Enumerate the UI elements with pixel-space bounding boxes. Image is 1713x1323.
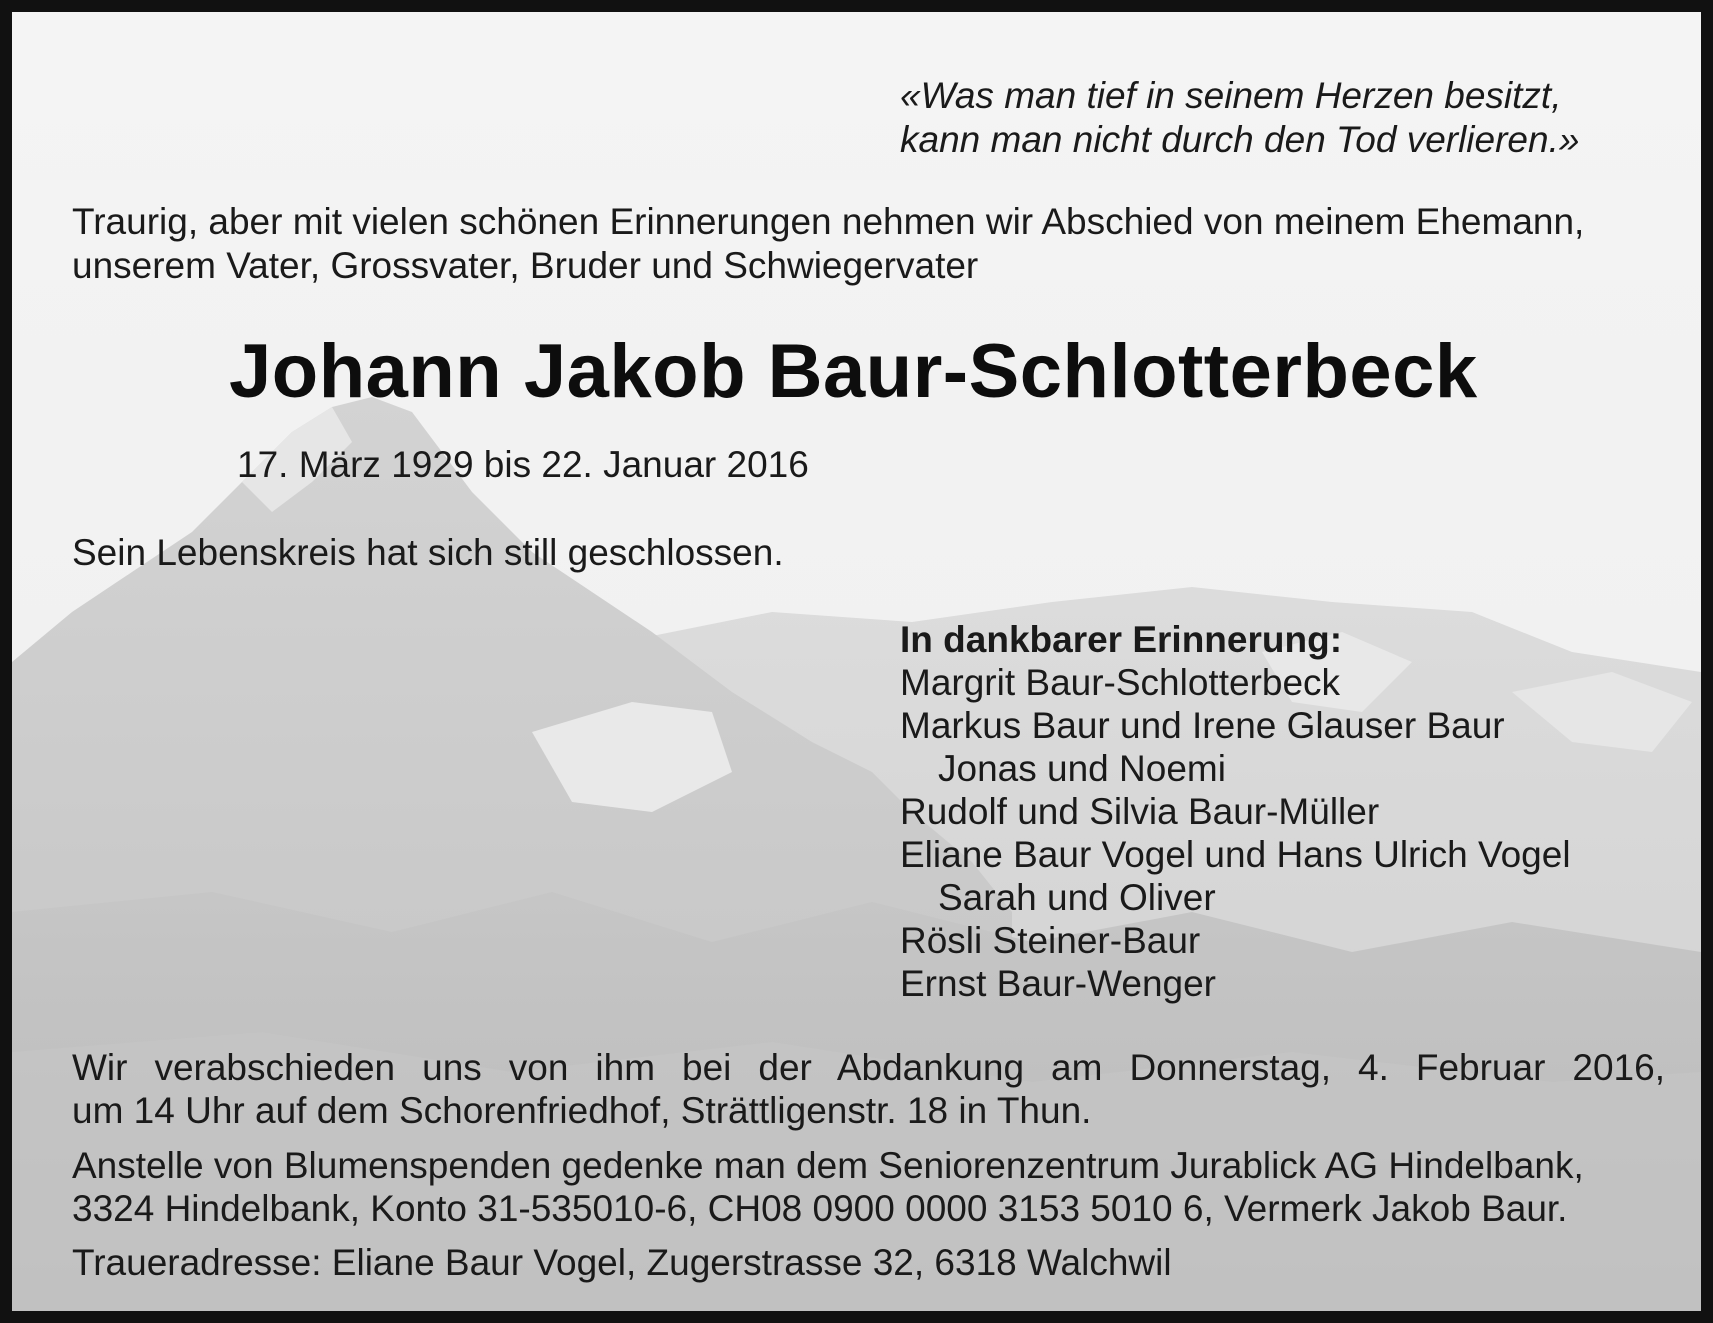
- life-dates: 17. März 1929 bis 22. Januar 2016: [237, 444, 809, 485]
- deceased-name: Johann Jakob Baur-Schlotterbeck: [229, 329, 1478, 414]
- service-announcement: [72, 1046, 1665, 1132]
- intro-line: unserem Vater, Grossvater, Bruder und Schwiegervater: [72, 245, 979, 286]
- donation-notice: [72, 1144, 1584, 1230]
- family-member: Sarah und Oliver: [938, 877, 1216, 918]
- service-line: um 14 Uhr auf dem Schorenfriedhof, Strättligenstr. 18 in Thun.: [72, 1090, 1092, 1131]
- family-list: [900, 618, 1571, 1005]
- family-member: Ernst Baur-Wenger: [900, 963, 1216, 1004]
- donation-line: Anstelle von Blumenspenden gedenke man dem Seniorenzentrum Jurablick AG Hindelbank,: [72, 1145, 1584, 1186]
- family-member: Rösli Steiner-Baur: [900, 920, 1201, 961]
- service-line: Wir verabschieden uns von ihm bei der Abdankung am Donnerstag, 4. Februar 2016,: [72, 1047, 1665, 1088]
- family-member: Margrit Baur-Schlotterbeck: [900, 662, 1341, 703]
- family-heading: In dankbarer Erinnerung:: [900, 619, 1343, 660]
- family-member: Markus Baur und Irene Glauser Baur: [900, 705, 1505, 746]
- family-member: Eliane Baur Vogel und Hans Ulrich Vogel: [900, 834, 1571, 875]
- family-member: Rudolf und Silvia Baur-Müller: [900, 791, 1380, 832]
- intro-line: Traurig, aber mit vielen schönen Erinnerungen nehmen wir Abschied von meinem Ehemann,: [72, 201, 1585, 242]
- quote-line: «Was man tief in seinem Herzen besitzt,: [900, 75, 1562, 116]
- memorial-quote: [900, 74, 1579, 162]
- family-member: Jonas und Noemi: [938, 748, 1226, 789]
- quote-line: kann man nicht durch den Tod verlieren.»: [900, 119, 1580, 160]
- mourning-address: Traueradresse: Eliane Baur Vogel, Zugerstrasse 32, 6318 Walchwil: [72, 1242, 1172, 1283]
- donation-line: 3324 Hindelbank, Konto 31-535010-6, CH08 0900 0000 3153 5010 6, Vermerk Jakob Baur.: [72, 1188, 1568, 1229]
- closing-line: Sein Lebenskreis hat sich still geschlossen.: [72, 532, 784, 573]
- intro-text: [72, 200, 1584, 288]
